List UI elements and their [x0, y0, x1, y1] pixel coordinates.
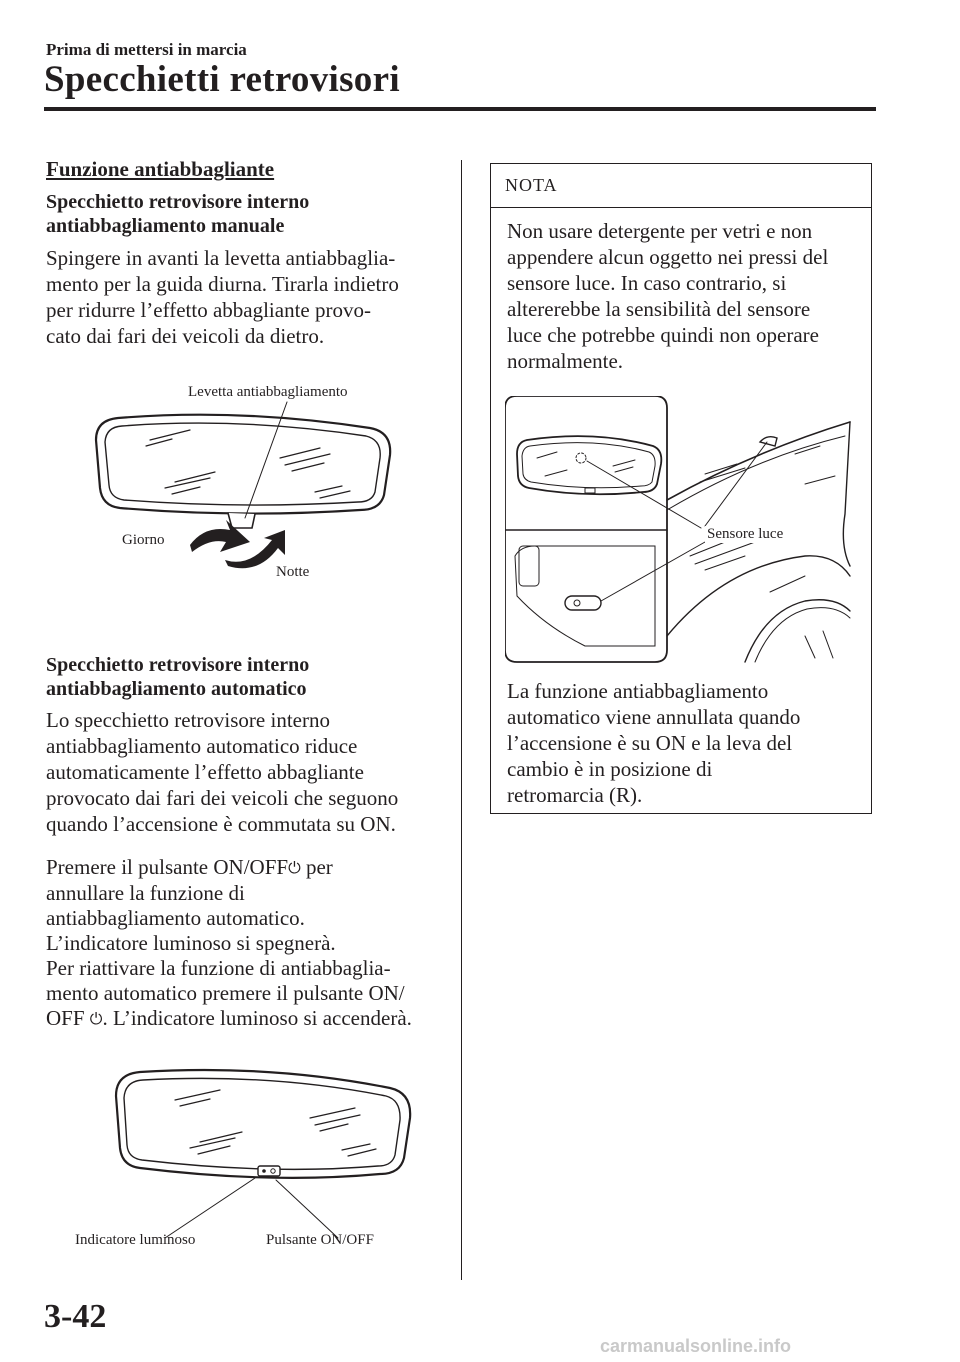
manual-mirror-illustration — [80, 370, 420, 590]
auto-instructions — [46, 855, 441, 1032]
lever-label: Levetta antiabbagliamento — [188, 384, 348, 400]
note-line: cambio è in posizione di — [507, 757, 713, 781]
last-text-end: . L’indicatore luminoso si accenderà. — [102, 1006, 412, 1030]
note-line: altererebbe la sensibilità del sensore — [507, 297, 811, 321]
note-line: normalmente. — [507, 349, 624, 373]
watermark: carmanualsonline.info — [600, 1336, 792, 1356]
last-text: OFF — [46, 1006, 90, 1030]
press-text: Premere il pulsante ON/OFF — [46, 855, 289, 879]
auto-mirror-illustration — [70, 1060, 430, 1260]
power-icon: ⏻ — [89, 1011, 103, 1028]
manual-body-line: mento per la guida diurna. Tirarla indietro — [46, 272, 399, 296]
note-box — [490, 163, 872, 814]
button-label: Pulsante ON/OFF — [266, 1232, 374, 1248]
left-column-auto — [46, 653, 441, 1032]
auto-heading-line2: antiabbagliamento automatico — [46, 678, 307, 700]
column-divider — [461, 160, 462, 1280]
manual-body — [46, 245, 441, 349]
auto-body-line: automaticamente l’effetto abbagliante — [46, 760, 364, 784]
press-line — [46, 855, 441, 881]
note-line: Non usare detergente per vetri e non — [507, 219, 813, 243]
instruction-line: annullare la funzione di — [46, 881, 245, 905]
press-text-end: per — [300, 855, 333, 879]
note-line: l’accensione è su ON e la leva del — [507, 731, 793, 755]
auto-body-line: quando l’accensione è commutata su ON. — [46, 812, 396, 836]
last-line — [46, 1006, 441, 1032]
note-line: automatico viene annullata quando — [507, 705, 801, 729]
note-line: La funzione antiabbagliamento — [507, 679, 769, 703]
note-line: luce che potrebbe quindi non operare — [507, 323, 819, 347]
section-title: Funzione antiabbagliante — [46, 157, 275, 181]
auto-body-line: provocato dai fari dei veicoli che seguono — [46, 786, 399, 810]
section-header: Prima di mettersi in marcia — [46, 40, 247, 59]
auto-heading — [46, 653, 441, 701]
instruction-line: mento automatico premere il pulsante ON/ — [46, 981, 405, 1005]
note-text-top — [491, 218, 871, 374]
manual-heading-line1: Specchietto retrovisore interno — [46, 191, 310, 213]
manual-mirror-figure — [80, 370, 420, 590]
instruction-line: L’indicatore luminoso si spegnerà. — [46, 931, 336, 955]
page-number: 3-42 — [44, 1298, 107, 1335]
manual-body-line: cato dai fari dei veicoli da dietro. — [46, 324, 325, 348]
manual-heading — [46, 190, 441, 238]
day-label: Giorno — [122, 532, 165, 548]
manual-body-line: per ridurre l’effetto abbagliante provo- — [46, 298, 371, 322]
note-line: retromarcia (R). — [507, 783, 643, 807]
manual-body-line: Spingere in avanti la levetta antiabbaglia- — [46, 246, 396, 270]
indicator-label: Indicatore luminoso — [75, 1232, 196, 1248]
power-icon: ⏻ — [288, 860, 301, 877]
note-heading: NOTA — [491, 164, 871, 208]
auto-heading-line1: Specchietto retrovisore interno — [46, 654, 310, 676]
instruction-line: antiabbagliamento automatico. — [46, 906, 305, 930]
page-title: Specchietti retrovisori — [44, 59, 400, 100]
night-label: Notte — [276, 564, 310, 580]
auto-body-line: antiabbagliamento automatico riduce — [46, 734, 358, 758]
left-column-top — [46, 157, 441, 349]
sensor-illustration — [505, 396, 855, 664]
header-rule — [44, 107, 876, 111]
note-line: sensore luce. In caso contrario, si — [507, 271, 787, 295]
manual-heading-line2: antiabbagliamento manuale — [46, 215, 285, 237]
auto-body-line: Lo specchietto retrovisore interno — [46, 708, 330, 732]
auto-body — [46, 707, 441, 837]
sensor-label: Sensore luce — [707, 526, 784, 542]
note-line: appendere alcun oggetto nei pressi del — [507, 245, 829, 269]
auto-mirror-figure — [70, 1060, 430, 1260]
instruction-line: Per riattivare la funzione di antiabbaglia- — [46, 956, 391, 980]
note-text-bottom — [491, 678, 808, 808]
sensor-figure — [505, 396, 855, 664]
